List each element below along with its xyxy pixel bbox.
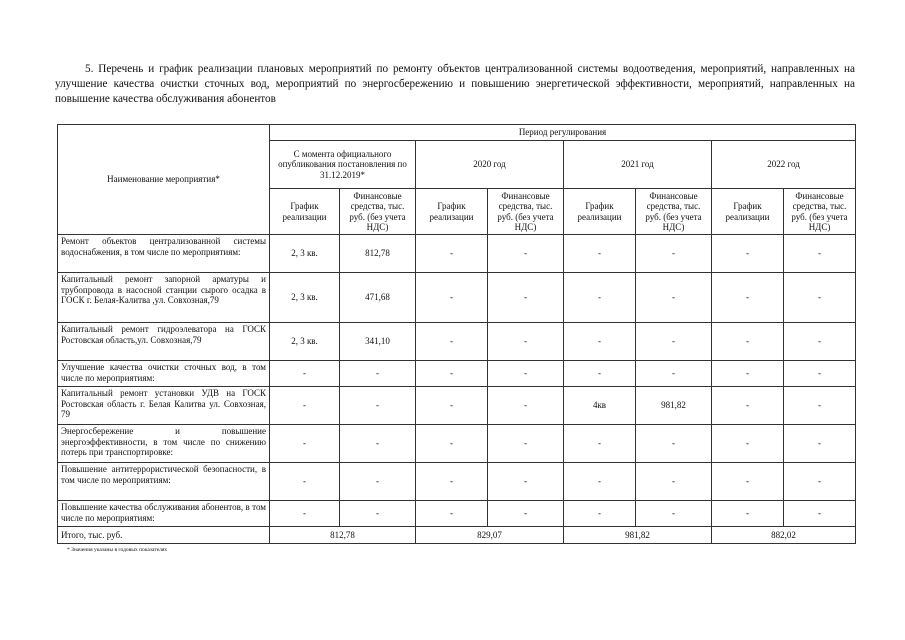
table-cell: - bbox=[270, 361, 340, 387]
table-cell: - bbox=[340, 425, 416, 463]
table-cell: - bbox=[270, 501, 340, 527]
table-cell: 981,82 bbox=[636, 387, 712, 425]
table-cell: 4кв bbox=[564, 387, 636, 425]
period-header-2020: 2020 год bbox=[416, 141, 564, 189]
footnote: * Значения указаны в годовых показателях bbox=[67, 547, 168, 553]
activities-table bbox=[57, 124, 856, 544]
table-cell: - bbox=[784, 323, 856, 361]
table-cell: - bbox=[340, 387, 416, 425]
table-cell: - bbox=[636, 235, 712, 273]
subheader-schedule: График реализации bbox=[270, 189, 340, 235]
table-cell: - bbox=[488, 235, 564, 273]
table-cell: - bbox=[564, 463, 636, 501]
total-value-2020: 829,07 bbox=[416, 527, 564, 544]
table-cell: - bbox=[712, 425, 784, 463]
table-cell: - bbox=[488, 273, 564, 323]
subheader-finance: Финансовые средства, тыс. руб. (без учета НДС) bbox=[636, 189, 712, 235]
period-header: Период регулирования bbox=[270, 125, 856, 141]
table-row bbox=[58, 501, 856, 527]
table-cell: - bbox=[636, 463, 712, 501]
table-row bbox=[58, 425, 856, 463]
table-cell: - bbox=[564, 273, 636, 323]
table-cell: - bbox=[712, 323, 784, 361]
table-cell: - bbox=[712, 273, 784, 323]
table-cell: - bbox=[784, 361, 856, 387]
subheader-schedule: График реализации bbox=[712, 189, 784, 235]
table-cell: - bbox=[270, 463, 340, 501]
table-cell: 341,10 bbox=[340, 323, 416, 361]
table-row bbox=[58, 235, 856, 273]
table-cell: - bbox=[636, 425, 712, 463]
table-cell: - bbox=[564, 361, 636, 387]
activity-name: Капитальный ремонт установки УДВ на ГОСК Ростовская область г. Белая Калитва ул. Совхозная, 79 bbox=[58, 387, 270, 425]
table-cell: - bbox=[488, 425, 564, 463]
table-cell: - bbox=[712, 387, 784, 425]
table-cell: - bbox=[784, 501, 856, 527]
total-value-2022: 882,02 bbox=[712, 527, 856, 544]
table-cell: - bbox=[784, 463, 856, 501]
table-cell: - bbox=[340, 361, 416, 387]
table-cell: - bbox=[416, 425, 488, 463]
table-cell: - bbox=[416, 501, 488, 527]
table-cell: - bbox=[784, 425, 856, 463]
table-cell: - bbox=[488, 501, 564, 527]
table-cell: - bbox=[784, 387, 856, 425]
table-cell: 471,68 bbox=[340, 273, 416, 323]
activity-name: Повышение качества обслуживания абонентов, в том числе по мероприятиям: bbox=[58, 501, 270, 527]
table-cell: - bbox=[712, 463, 784, 501]
subheader-schedule: График реализации bbox=[564, 189, 636, 235]
table-cell: - bbox=[564, 501, 636, 527]
document-heading: 5. Перечень и график реализации плановых мероприятий по ремонту объектов централизованной системы водоотведения, мероприятий, направленных на улучшение качества очистки сточных вод, мероприятий по энергосбережению и повышению энергетической эффективности, мероприятий, направленных на повышение качества обслуживания абонентов bbox=[55, 63, 855, 105]
table-cell: - bbox=[564, 235, 636, 273]
table-cell: - bbox=[636, 323, 712, 361]
column-header-name: Наименование мероприятия* bbox=[58, 125, 270, 235]
table-cell: - bbox=[416, 235, 488, 273]
table-cell: - bbox=[712, 361, 784, 387]
period-header-initial: С момента официального опубликования постановления по 31.12.2019* bbox=[270, 141, 416, 189]
table-row bbox=[58, 273, 856, 323]
header-row-period bbox=[58, 125, 856, 141]
period-header-2022: 2022 год bbox=[712, 141, 856, 189]
table-cell: - bbox=[564, 425, 636, 463]
activity-name: Улучшение качества очистки сточных вод, в том числе по мероприятиям: bbox=[58, 361, 270, 387]
table-cell: - bbox=[784, 273, 856, 323]
activity-name: Повышение антитеррористической безопасности, в том числе по мероприятиям: bbox=[58, 463, 270, 501]
table-cell: - bbox=[636, 501, 712, 527]
table-cell: - bbox=[416, 387, 488, 425]
table-row bbox=[58, 361, 856, 387]
table-cell: 2, 3 кв. bbox=[270, 273, 340, 323]
table-cell: - bbox=[416, 323, 488, 361]
table-cell: - bbox=[488, 361, 564, 387]
table-cell: - bbox=[340, 501, 416, 527]
period-header-2021: 2021 год bbox=[564, 141, 712, 189]
table-cell: - bbox=[340, 463, 416, 501]
table-cell: - bbox=[416, 361, 488, 387]
table-cell: - bbox=[416, 463, 488, 501]
activity-name: Энергосбережение и повышение энергоэффективности, в том числе по снижению потерь при транспортировке: bbox=[58, 425, 270, 463]
table-cell: 2, 3 кв. bbox=[270, 323, 340, 361]
activity-name: Капитальный ремонт гидроэлеватора на ГОСК Ростовская область,ул. Совхозная,79 bbox=[58, 323, 270, 361]
subheader-finance: Финансовые средства, тыс. руб. (без учета НДС) bbox=[488, 189, 564, 235]
table-cell: - bbox=[270, 387, 340, 425]
table-cell: - bbox=[712, 235, 784, 273]
total-label: Итого, тыс. руб. bbox=[58, 527, 270, 544]
table-cell: - bbox=[784, 235, 856, 273]
total-value-initial: 812,78 bbox=[270, 527, 416, 544]
table-cell: - bbox=[636, 361, 712, 387]
activity-name: Ремонт объектов централизованной системы водоснабжения, в том числе по мероприятиям: bbox=[58, 235, 270, 273]
table-cell: - bbox=[270, 425, 340, 463]
subheader-schedule: График реализации bbox=[416, 189, 488, 235]
table-cell: - bbox=[488, 387, 564, 425]
table-cell: 2, 3 кв. bbox=[270, 235, 340, 273]
table-row bbox=[58, 323, 856, 361]
activity-name: Капитальный ремонт запорной арматуры и трубопровода в насосной станции сырого осадка в ГОСК г. Белая-Калитва ,ул. Совхозная,79 bbox=[58, 273, 270, 323]
subheader-finance: Финансовые средства, тыс. руб. (без учета НДС) bbox=[784, 189, 856, 235]
total-row bbox=[58, 527, 856, 544]
table-cell: 812,78 bbox=[340, 235, 416, 273]
table-cell: - bbox=[564, 323, 636, 361]
table-row bbox=[58, 463, 856, 501]
table-row bbox=[58, 387, 856, 425]
table-cell: - bbox=[488, 323, 564, 361]
table-cell: - bbox=[416, 273, 488, 323]
table-cell: - bbox=[712, 501, 784, 527]
table-cell: - bbox=[488, 463, 564, 501]
table-cell: - bbox=[636, 273, 712, 323]
total-value-2021: 981,82 bbox=[564, 527, 712, 544]
subheader-finance: Финансовые средства, тыс. руб. (без учета НДС) bbox=[340, 189, 416, 235]
